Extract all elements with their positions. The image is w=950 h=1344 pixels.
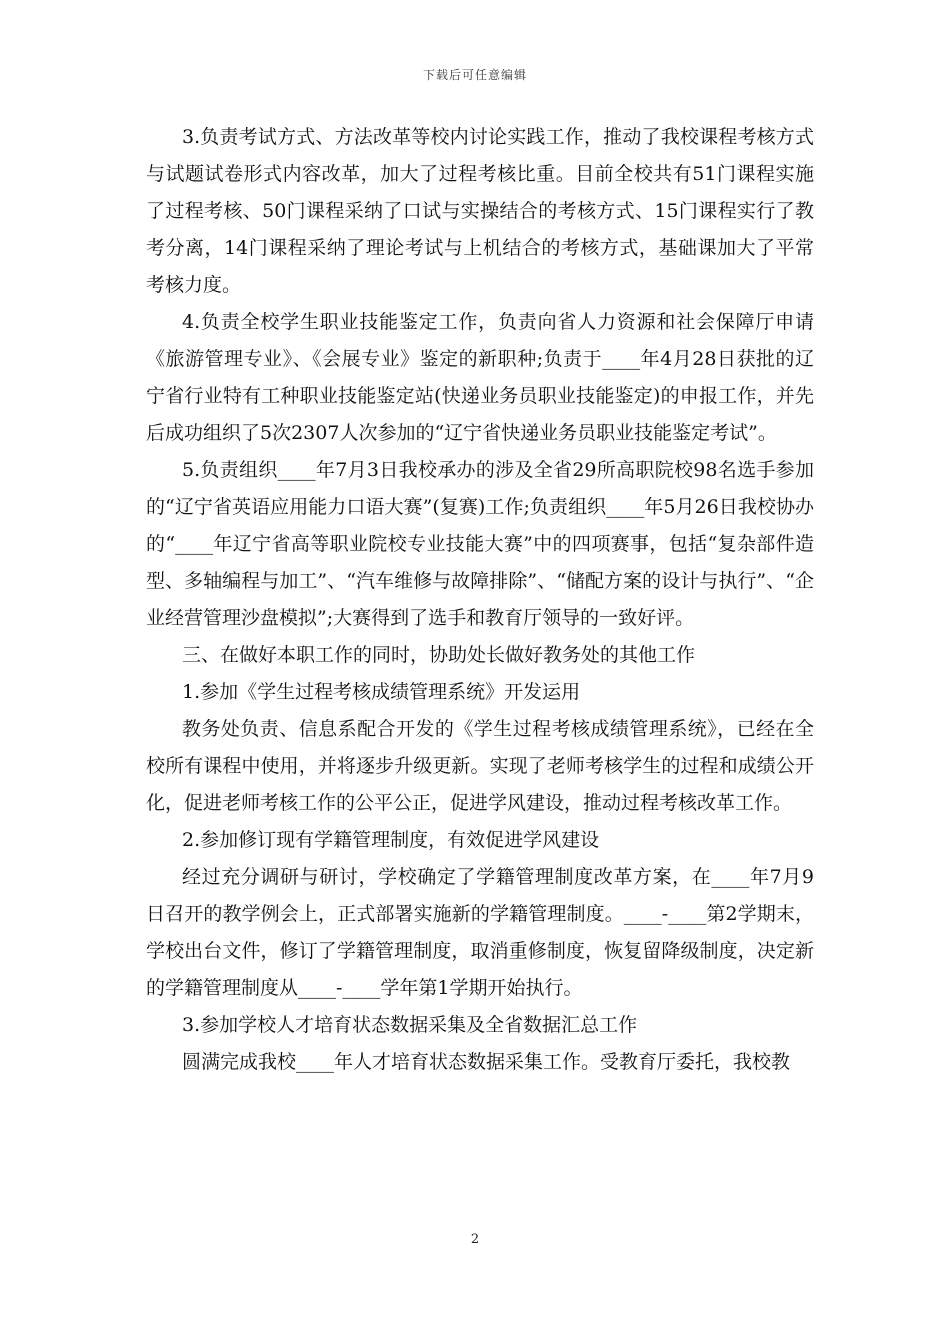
subheading-2: 2.参加修订现有学籍管理制度，有效促进学风建设 [182,829,600,851]
paragraph-item-3: 3.负责考试方式、方法改革等校内讨论实践工作，推动了我校课程考核方式与试题试卷形式内容改革，加大了过程考核比重。目前全校共有51门课程实施了过程考核、50门课程采纳了口试与实操结合的考核方式、15门课程实行了教考分离，14门课程采纳了理论考试与上机结合的考核方式，基础课加大了平常考核力度。 [146,126,814,296]
paragraph-item-4: 4.负责全校学生职业技能鉴定工作，负责向省人力资源和社会保障厅申请《旅游管理专业》、《会展专业》鉴定的新职种;负责于____年4月28日获批的辽宁省行业特有工种职业技能鉴定站(快递业务员职业技能鉴定)的申报工作，并先后成功组织了5次2307人次参加的“辽宁省快递业务员职业技能鉴定考试”。 [146,311,814,444]
page-header: 下载后可任意编辑 [422,68,527,82]
paragraph-system-dev: 教务处负责、信息系配合开发的《学生过程考核成绩管理系统》，已经在全校所有课程中使用，并将逐步升级更新。实现了老师考核学生的过程和成绩公开化，促进老师考核工作的公平公正，促进学风建设，推动过程考核改革工作。 [146,718,814,814]
paragraph-data-collection: 圆满完成我校____年人才培育状态数据采集工作。受教育厅委托，我校教 [182,1051,791,1073]
subheading-3: 3.参加学校人才培育状态数据采集及全省数据汇总工作 [182,1014,638,1036]
document-body [146,119,814,1081]
subheading-1: 1.参加《学生过程考核成绩管理系统》开发运用 [182,681,581,703]
paragraph-item-5: 5.负责组织____年7月3日我校承办的涉及全省29所高职院校98名选手参加的“辽宁省英语应用能力口语大赛”(复赛)工作;负责组织____年5月26日我校协办的“____年辽宁省高等职业院校专业技能大赛”中的四项赛事，包括“复杂部件造型、多轴编程与加工”、“汽车维修与故障排除”、“储配方案的设计与执行”、“企业经营管理沙盘模拟”;大赛得到了选手和教育厅领导的一致好评。 [146,459,814,629]
section-heading-3: 三、在做好本职工作的同时，协助处长做好教务处的其他工作 [182,644,696,666]
page-number: 2 [470,1232,480,1247]
paragraph-registration-reform: 经过充分调研与研讨，学校确定了学籍管理制度改革方案，在____年7月9日召开的教学例会上，正式部署实施新的学籍管理制度。____-____第2学期末，学校出台文件，修订了学籍管理制度，取消重修制度，恢复留降级制度，决定新的学籍管理制度从____-____学年第1学期开始执行。 [146,866,814,999]
